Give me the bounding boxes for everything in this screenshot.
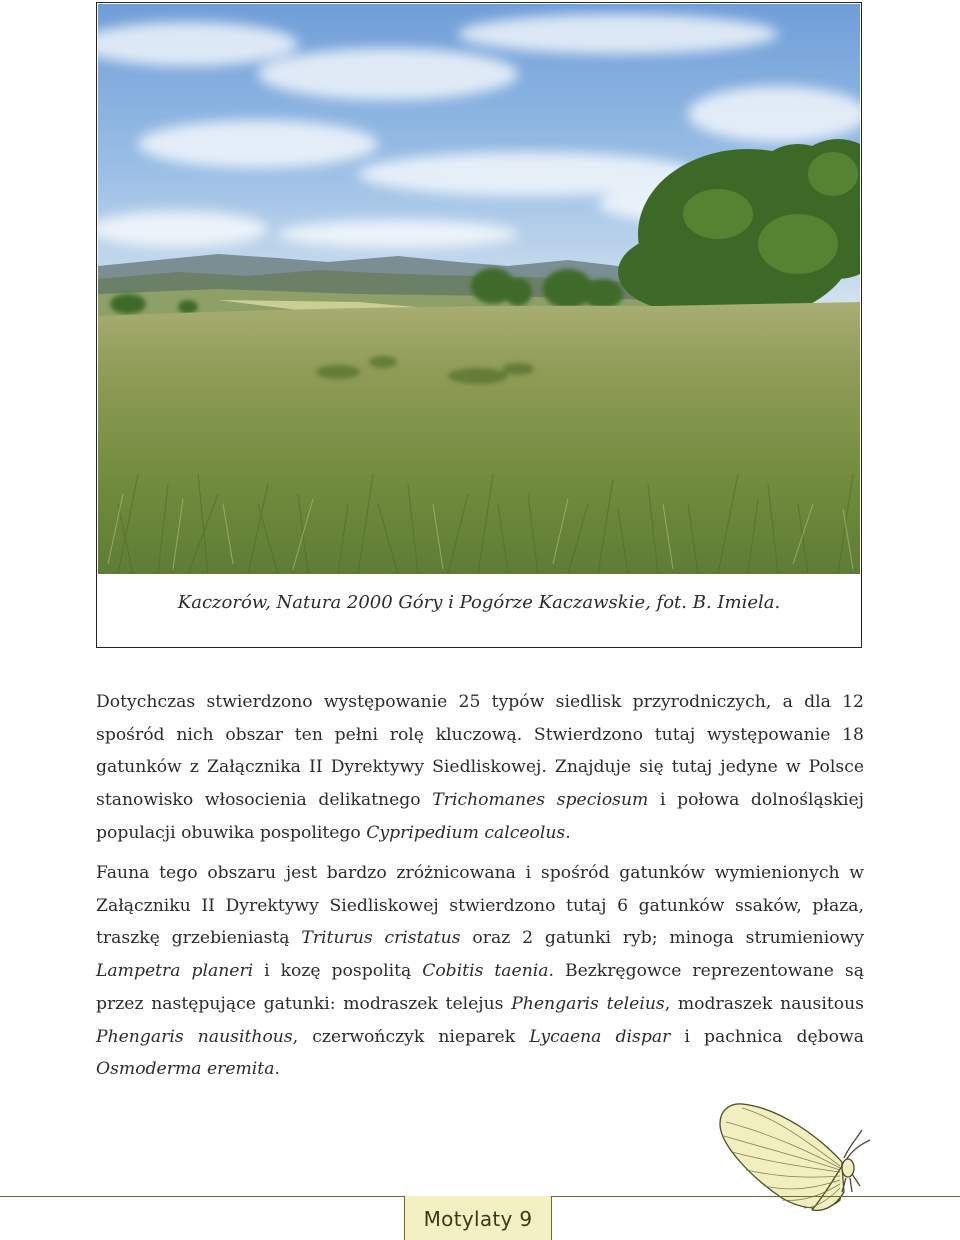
species-name: Cypripedium calceolus	[366, 822, 566, 843]
species-name: Osmoderma eremita	[96, 1059, 275, 1080]
paragraph-2-text: .	[274, 1059, 280, 1080]
paragraph-2-text: i kozę pospolitą	[253, 961, 423, 982]
paragraph-2-text: i pachnica dębowa	[670, 1026, 864, 1047]
footer-page-label: Motylaty 9	[423, 1207, 533, 1231]
species-name: Phengaris nausithous	[96, 1026, 293, 1047]
paragraph-2-text: oraz 2 gatunki ryb; minoga strumieniowy	[460, 928, 864, 949]
photo-frame	[96, 2, 862, 648]
meadow-photo	[98, 4, 860, 574]
species-name: Trichomanes speciosum	[432, 790, 649, 811]
paragraph-1-text: Dotychczas stwierdzono występowanie 25 typów siedlisk przyrodniczych, a dla 12 spośród nich obszar ten pełni rolę kluczową. Stwierdzono tutaj występowanie 18 gatunków z Załącznika II Dyrektywy Siedliskowej. Znajduje się tutaj jedyne w Polsce stanowisko włosocienia delikatnego	[96, 692, 864, 811]
butterfly-icon	[712, 1100, 872, 1215]
meadow-landscape-image	[98, 4, 860, 574]
species-name: Lampetra planeri	[96, 961, 254, 982]
paragraph-2-text: Fauna tego obszaru jest bardzo zróżnicowana i spośród gatunków wymienionych w Załączniku II Dyrektywy Siedliskowej stwierdzono tutaj 6 gatunków ssaków, płaza, traszkę grzebieniastą	[96, 863, 864, 949]
paragraph-2	[96, 857, 864, 1086]
paragraph-1-text: i połowa dolnośląskiej populacji obuwika pospolitego	[96, 790, 864, 843]
paragraph-1-text: .	[565, 822, 571, 843]
paragraph-2-text: . Bezkręgowce reprezentowane są przez następujące gatunki: modraszek telejus	[96, 961, 864, 1014]
photo-caption: Kaczorów, Natura 2000 Góry i Pogórze Kaczawskie, fot. B. Imiela.	[177, 592, 781, 613]
paragraph-2-text: , czerwończyk nieparek	[292, 1026, 530, 1047]
paragraph-1	[96, 686, 864, 850]
species-name: Phengaris teleius	[511, 993, 665, 1014]
species-name: Lycaena dispar	[529, 1026, 671, 1047]
species-name: Cobitis taenia	[422, 961, 549, 982]
paragraph-2-text: , modraszek nausitous	[664, 993, 865, 1014]
species-name: Triturus cristatus	[301, 928, 461, 949]
